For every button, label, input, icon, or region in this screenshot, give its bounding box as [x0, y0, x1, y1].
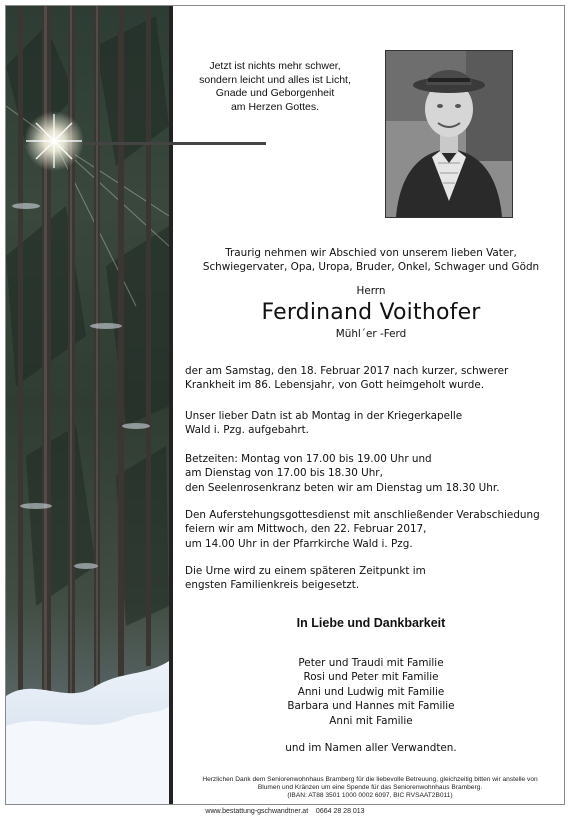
family-member: Anni und Ludwig mit Familie	[297, 685, 445, 698]
family-member: Anni mit Familie	[329, 714, 413, 727]
quote-line: am Herzen Gottes.	[230, 100, 320, 113]
footer-note-line: Herzlichen Dank dem Seniorenwohnhaus Bramberg für die liebevolle Betreuung, gleichzeitig bitten wir anstelle von	[202, 776, 538, 783]
family-list	[185, 656, 557, 728]
paragraph-line: Die Urne wird zu einem späteren Zeitpunkt im	[185, 565, 426, 577]
paragraph-line: Wald i. Pzg. aufgebahrt.	[185, 424, 309, 437]
paragraph-line: engsten Familienkreis beigesetzt.	[185, 579, 360, 592]
footer-note-line: Blumen und Kränzen um eine Spende für das Seniorenwohnhaus Bramberg.	[257, 784, 483, 792]
footer-contact	[190, 808, 380, 815]
vertical-cross-bar	[169, 6, 173, 804]
relatives-line: und im Namen aller Verwandten.	[285, 742, 457, 754]
salutation: Herrn	[356, 285, 386, 297]
family-member: Barbara und Hannes mit Familie	[287, 700, 455, 713]
footer-website[interactable]: www.bestattung-gschwandtner.at	[205, 808, 309, 815]
forest-photo	[6, 6, 169, 804]
portrait-illustration	[386, 51, 512, 217]
footer-note-line: (IBAN: AT88 3501 1000 0002 6097, BIC RVSAAT2B011)	[287, 792, 453, 800]
paragraph-line: Krankheit im 86. Lebensjahr, von Gott heimgeholt wurde.	[185, 379, 485, 392]
quote-line: Gnade und Geborgenheit	[215, 87, 335, 99]
family-member: Peter und Traudi mit Familie	[298, 657, 444, 669]
paragraph-line: der am Samstag, den 18. Februar 2017 nach kurzer, schwerer	[185, 365, 509, 377]
paragraph-line: Betzeiten: Montag von 17.00 bis 19.00 Uhr und	[185, 453, 432, 465]
forest-illustration	[6, 6, 169, 804]
portrait-photo	[385, 50, 513, 218]
paragraph-line: feiern wir am Mittwoch, den 22. Februar 2017,	[185, 523, 427, 536]
paragraph-line: Unser lieber Datn ist ab Montag in der Kriegerkapelle	[185, 410, 463, 422]
intro-line: Schwiegervater, Opa, Uropa, Bruder, Onkel, Schwager und Gödn	[202, 261, 540, 274]
paragraph-line: den Seelenrosenkranz beten wir am Dienstag um 18.30 Uhr.	[185, 481, 500, 494]
quote-line: Jetzt ist nichts mehr schwer,	[209, 60, 341, 72]
footer-donation-note	[178, 776, 562, 801]
horizontal-cross-bar	[84, 142, 266, 145]
paragraph-prayer-times	[185, 452, 557, 495]
paragraph-urn	[185, 564, 557, 593]
quote-line: sondern leicht und alles ist Licht,	[199, 73, 351, 86]
paragraph-line: Den Auferstehungsgottesdienst mit anschließender Verabschiedung	[185, 509, 540, 521]
deceased-nickname: Mühl´er -Ferd	[335, 328, 407, 340]
family-member: Rosi und Peter mit Familie	[303, 671, 439, 684]
paragraph-funeral-service	[185, 508, 557, 551]
deceased-name: Ferdinand Voithofer	[261, 300, 481, 325]
closing-phrase: In Liebe und Dankbarkeit	[296, 616, 446, 630]
paragraph-line: um 14.00 Uhr in der Pfarrkirche Wald i. Pzg.	[185, 537, 413, 550]
intro-text	[185, 246, 557, 275]
paragraph-death-notice	[185, 364, 557, 393]
memorial-quote	[185, 60, 365, 114]
paragraph-line: am Dienstag von 17.00 bis 18.30 Uhr,	[185, 467, 383, 480]
paragraph-laid-out	[185, 409, 557, 438]
footer-phone: 0664 28 28 013	[315, 808, 365, 815]
intro-line: Traurig nehmen wir Abschied von unserem lieben Vater,	[225, 247, 517, 259]
